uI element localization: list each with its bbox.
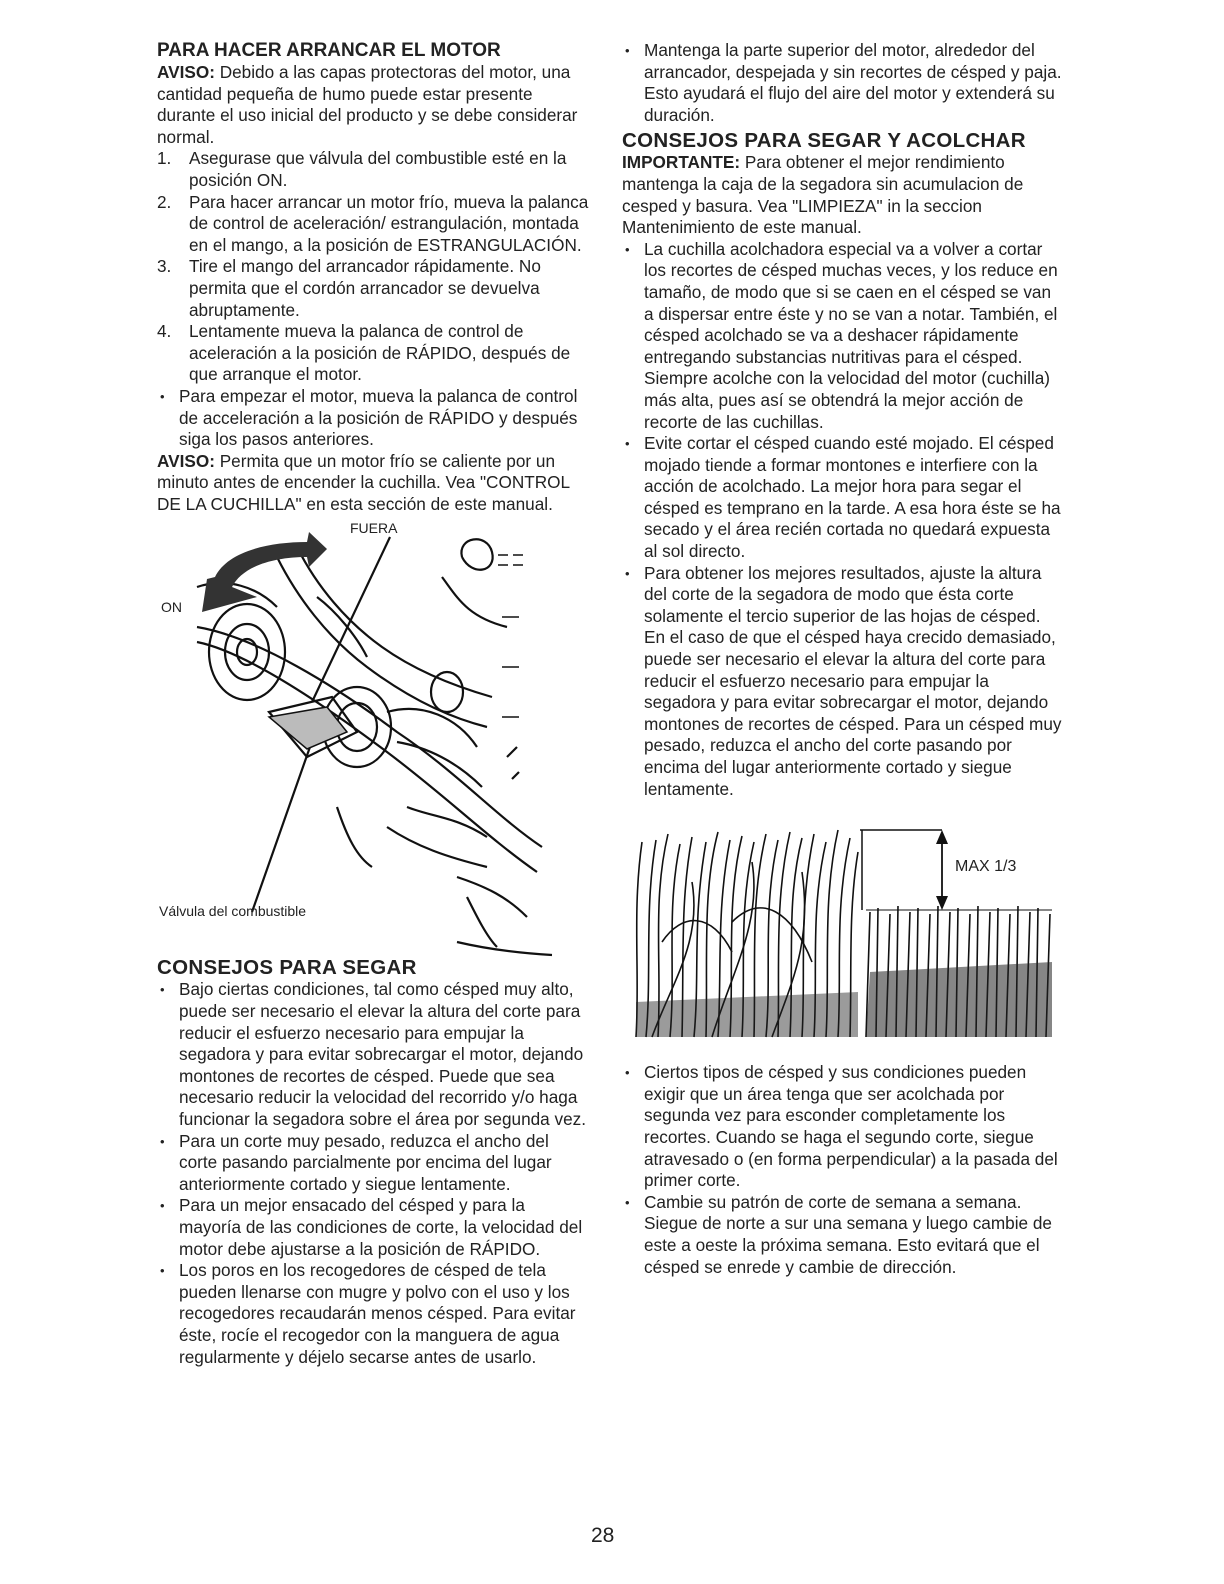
mowing-tips-heading: CONSEJOS PARA SEGAR [157,956,417,980]
start-engine-heading: PARA HACER ARRANCAR EL MOTOR [157,40,501,61]
engine-top-bullet-list [622,40,1062,126]
important-paragraph [622,152,1062,238]
max-one-third-label: MAX 1/3 [955,858,1017,876]
list-item: • Para un corte muy pesado, reduzca el ancho del corte pasando parcialmente por encima del lugar anteriormente cortado y siegue lentamente. [157,1131,589,1196]
notice-label: AVISO: [157,62,215,82]
list-item: • Para un mejor ensacado del césped y para la mayoría de las condiciones de corte, la velocidad del motor debe ajustarse a la posición de RÁPIDO. [157,1195,589,1260]
list-item: • La cuchilla acolchadora especial va a volver a cortar los recortes de césped muchas veces, y los reduce en tamaño, de modo que si se caen en el césped se van a dispersar entre éste y no se van a notar. También, el césped acolchado se va a deshacer rápidamente entregando substancias nutritivas para el césped. Siempre acolche con la velocidad del motor (cuchilla) más alta, pues así se obtendrá la mejor acción de recorte de las cuchillas. [622,239,1062,433]
list-item: • Para empezar el motor, mueva la palanca de control de acceleración a la posición de RÁPIDO y después siga los pasos anteriores. [157,386,589,451]
mulching-tips-list [622,239,1062,800]
grass-illustration [622,822,1062,1042]
notice-paragraph-2 [157,451,589,516]
list-item: • Los poros en los recogedores de césped de tela pueden llenarse con mugre y polvo con el uso y los recogedores recaudarán menos césped. Para evitar éste, rocíe el recogedor con la manguera de agua regularmente y déjelo secarse antes de usarlo. [157,1260,589,1368]
list-item [157,148,589,191]
important-label: IMPORTANTE: [622,152,741,173]
grass-height-figure [622,822,1062,1042]
notice-text: Permita que un motor frío se caliente por un minuto antes de encender la cuchilla. Vea "CONTROL DE LA CUCHILLA" en esta sección de este manual. [157,450,570,514]
list-item [157,192,589,257]
list-item: • Evite cortar el césped cuando esté mojado. El césped mojado tiende a formar montones e interfiere con la acción de acolchado. La mejor hora para segar el césped es temprano en la tarde. A esa hora éste se ha secado y el área recién cortada no quedará expuesta al sol directo. [622,433,1062,563]
page-number: 28 [591,1524,615,1547]
notice-text: Debido a las capas protectoras del motor, una cantidad pequeña de humo puede estar presente durante el uso inicial del producto y se debe considerar normal. [157,62,578,147]
important-text: Para obtener el mejor rendimiento mantenga la caja de la segadora sin acumulacion de cesped y basura. Vea "LIMPIEZA" in la seccion Mantenimiento de este manual. [622,152,1024,238]
right-column [622,40,1062,1278]
step-number: 2. [157,191,172,212]
notice-label: AVISO: [157,450,215,471]
on-label: ON [161,599,182,616]
list-item: • Ciertos tipos de césped y sus condiciones pueden exigir que un área tenga que ser acolchada por segunda vez para esconder completamente los recortes. Cuando se haga el segundo corte, siegue atravesado o (en forma perpendicular) a la pasada del primer corte. [622,1062,1062,1192]
engine-illustration [157,517,597,957]
list-item: • Bajo ciertas condiciones, tal como césped muy alto, puede ser necesario el elevar la altura del corte para reducir el esfuerzo necesario para empujar la segadora y para evitar sobrecargar el motor, dejando montones de recortes de césped. Puede que sea necesario reducir la velocidad del recorrido y/o haga funcionar la segadora sobre el área por segunda vez. [157,979,589,1130]
step-text: Lentamente mueva la palanca de control de aceleración a la posición de RÁPIDO, después de que arranque el motor. [189,321,571,385]
notice-paragraph-1 [157,62,589,148]
step-text: Tire el mango del arrancador rápidamente. No permita que el cordón arrancador se devuelva abruptamente. [189,256,541,320]
additional-tips-list [622,1062,1062,1278]
list-item: • Cambie su patrón de corte de semana a semana. Siegue de norte a sur una semana y luego cambie de este a oeste la próxima semana. Esto evitará que el césped se enrede y cambie de dirección. [622,1192,1062,1278]
step-text: Para hacer arrancar un motor frío, mueva la palanca de control de aceleración/ estrangulación, montada en el mango, a la posición de ESTRANGULACIÓN. [189,191,589,255]
step-number: 3. [157,256,172,277]
warm-bullet-list [157,386,589,451]
list-item: • Para obtener los mejores resultados, ajuste la altura del corte de la segadora de modo que ésta corte solamente el tercio superior de las hojas de césped. En el caso de que el césped haya crecido demasiado, puede ser necesario el elevar la altura del corte para reducir el esfuerzo necesario para empujar la segadora y para evitar sobrecargar el motor, dejando montones de recortes de césped. Para un césped muy pesado, reduzca el ancho del corte pasando por encima del lugar anteriormente cortado y siegue lentamente. [622,563,1062,801]
fuel-valve-figure [157,517,597,957]
fuel-valve-label: Válvula del combustible [159,903,307,920]
mowing-tips-list [157,979,589,1368]
list-item [157,256,589,321]
list-item: • Mantenga la parte superior del motor, alrededor del arrancador, despejada y sin recortes de césped y paja. Esto ayudará el flujo del aire del motor y extenderá su duración. [622,40,1062,126]
mulching-tips-heading: CONSEJOS PARA SEGAR Y ACOLCHAR [622,129,1026,153]
left-column [157,40,589,1368]
step-number: 4. [157,321,172,342]
step-text: Asegurase que válvula del combustible esté en la posición ON. [189,148,567,190]
off-label: FUERA [350,520,398,537]
step-number: 1. [157,148,172,169]
list-item [157,321,589,386]
start-steps-list [157,148,589,386]
